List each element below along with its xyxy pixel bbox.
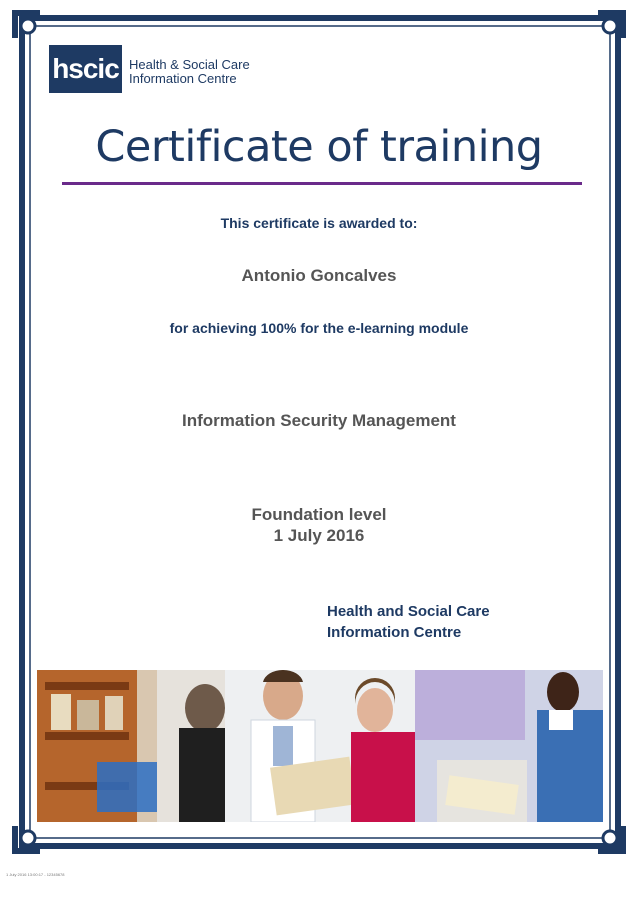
organisation-line-1: Health and Social Care bbox=[327, 603, 490, 620]
logo-line-1: Health & Social Care bbox=[129, 57, 250, 72]
hscic-logo: hscic bbox=[49, 45, 122, 93]
logo-line-2: Information Centre bbox=[129, 71, 237, 86]
completion-date: 1 July 2016 bbox=[273, 526, 365, 545]
logo-wordmark bbox=[129, 58, 250, 86]
footer-timestamp: 1 July 2016 13:00:17 - 12345678 bbox=[6, 872, 65, 877]
staff-photo-strip bbox=[37, 670, 603, 822]
certificate-title: Certificate of training bbox=[95, 122, 543, 172]
organisation-name bbox=[327, 601, 490, 643]
title-divider bbox=[62, 182, 582, 185]
awarded-to-label: This certificate is awarded to: bbox=[220, 215, 418, 231]
module-level: Foundation level bbox=[251, 505, 387, 524]
recipient-name: Antonio Goncalves bbox=[241, 266, 397, 285]
achievement-text: for achieving 100% for the e-learning module bbox=[169, 320, 469, 336]
organisation-line-2: Information Centre bbox=[327, 624, 462, 641]
module-name: Information Security Management bbox=[182, 411, 456, 430]
